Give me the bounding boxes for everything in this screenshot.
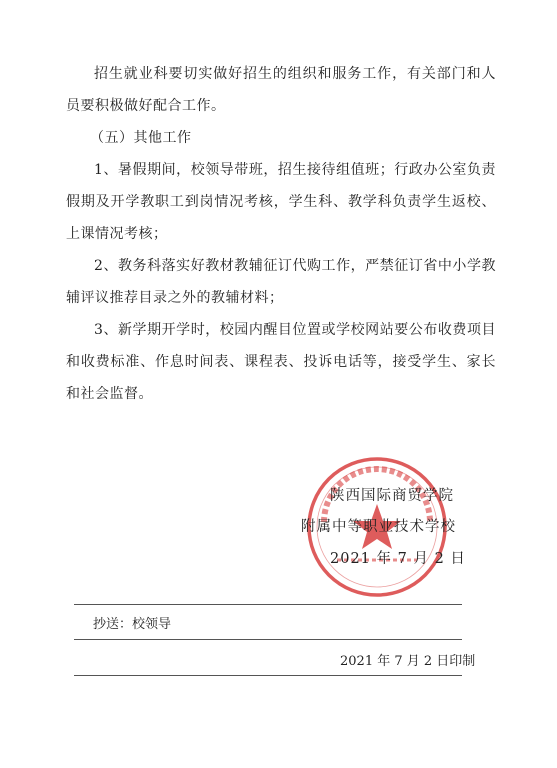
paragraph-enrollment: 招生就业科要切实做好招生的组织和服务工作，有关部门和人员要积极做好配合工作。	[66, 66, 496, 114]
item-2: 2、教务科落实好教材教辅征订代购工作，严禁征订省中小学教辅评议推荐目录之外的教辅材料；	[66, 258, 496, 306]
section-heading: （五）其他工作	[90, 130, 192, 146]
divider-bottom	[74, 675, 462, 676]
divider-middle	[74, 639, 462, 640]
signature-org-line2: 附属中等职业技术学校	[301, 519, 456, 535]
item-3: 3、新学期开学时，校园内醒目位置或学校网站要公布收费项目和收费标准、作息时间表、课程表、投诉电话等，接受学生、家长和社会监督。	[66, 322, 496, 402]
signature-date: 2021 年 7 月 2 日	[330, 551, 466, 567]
print-date: 2021 年 7 月 2 日印制	[340, 654, 476, 669]
item-1: 1、暑假期间，校领导带班，招生接待组值班；行政办公室负责假期及开学教职工到岗情况考核，学生科、教学科负责学生返校、上课情况考核；	[66, 162, 496, 242]
divider-top	[74, 604, 462, 605]
signature-org-line1: 陕西国际商贸学院	[330, 488, 454, 504]
cc-line: 抄送：校领导	[93, 617, 172, 632]
